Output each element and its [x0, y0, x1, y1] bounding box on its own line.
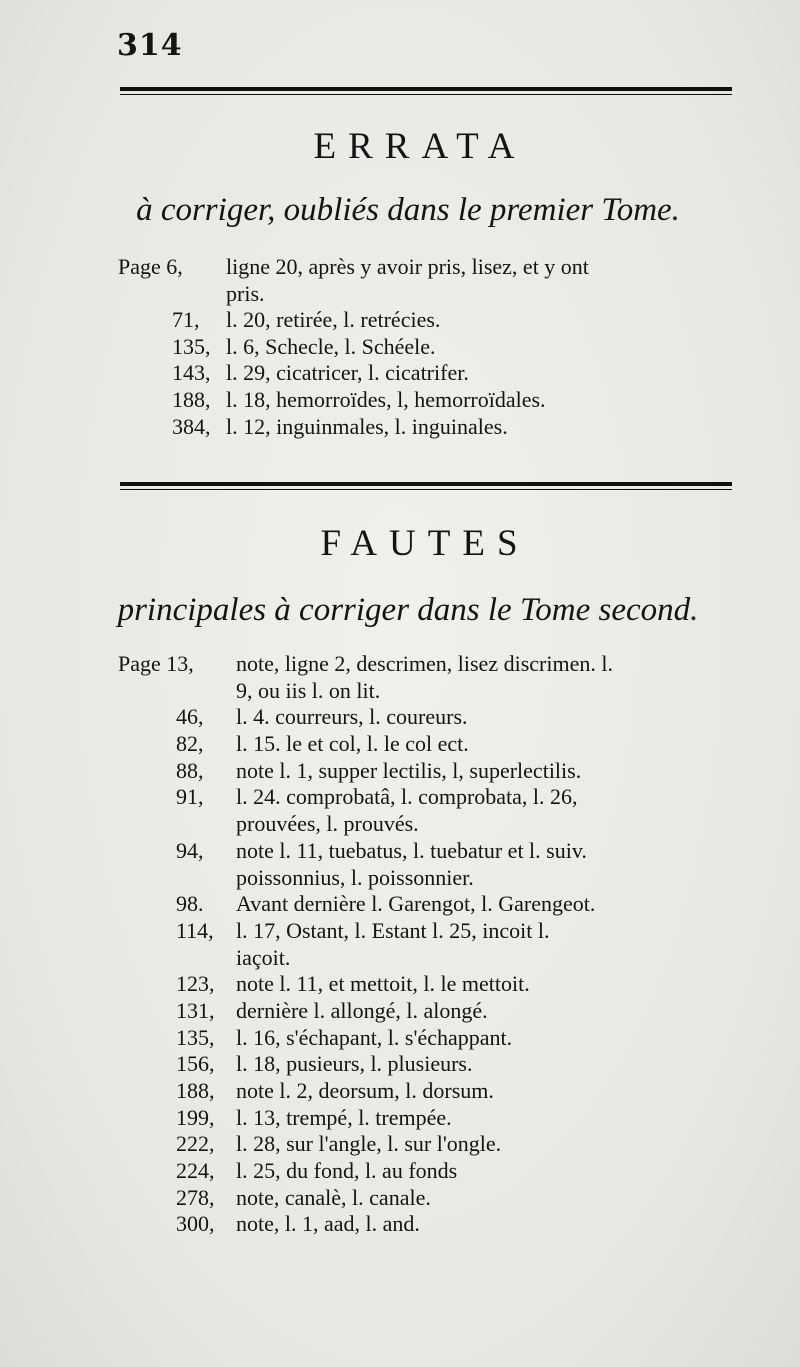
entry-page: 156,	[176, 1051, 215, 1077]
entry-page: 188,	[176, 1078, 215, 1103]
entry-row	[0, 387, 800, 414]
entry-row	[0, 1185, 800, 1212]
entry-row	[0, 891, 800, 918]
errata-subtitle: à corriger, oubliés dans le premier Tome.	[136, 192, 680, 228]
entry-row	[0, 838, 800, 865]
entry-row	[0, 731, 800, 758]
entry-text: iaçoit.	[236, 944, 291, 970]
entry-text: l. 28, sur l'angle, l. sur l'ongle.	[236, 1131, 502, 1157]
entry-row	[0, 945, 800, 972]
fautes-list	[0, 651, 800, 1238]
entry-text: pris.	[226, 280, 265, 306]
entry-page: 98.	[176, 891, 204, 917]
entry-page: 46,	[176, 704, 204, 730]
entry-row	[0, 307, 800, 334]
entry-text: l. 12, inguinmales, l. inguinales.	[226, 413, 508, 439]
entry-text: ligne 20, après y avoir pris, lisez, et y ont	[226, 254, 589, 279]
entry-text: l. 16, s'échapant, l. s'échappant.	[236, 1024, 513, 1050]
entry-page: 71,	[172, 307, 200, 333]
entry-text: 9, ou iis l. on lit.	[236, 677, 381, 703]
entry-row	[0, 651, 800, 678]
entry-page: 300,	[176, 1211, 215, 1237]
entry-text: l. 25, du fond, l. au fonds	[236, 1158, 458, 1184]
entry-row	[0, 678, 800, 705]
entry-text: l. 13, trempé, l. trempée.	[236, 1104, 452, 1130]
entry-page: 188,	[172, 386, 211, 412]
entry-row	[0, 360, 800, 387]
entry-page: 91,	[176, 784, 204, 810]
entry-text: l. 29, cicatricer, l. cicatrifer.	[226, 360, 469, 386]
errata-list	[0, 254, 800, 440]
entry-page: 384,	[172, 413, 211, 439]
entry-row	[0, 1158, 800, 1185]
entry-text: l. 18, pusieurs, l. plusieurs.	[236, 1051, 473, 1077]
entry-text: l. 4. courreurs, l. coureurs.	[236, 704, 468, 730]
entry-page: 123,	[176, 971, 215, 997]
entry-row	[0, 1131, 800, 1158]
entry-page: Page 13,	[118, 651, 194, 676]
entry-text: dernière l. allongé, l. alongé.	[236, 997, 488, 1023]
entry-text: poissonnius, l. poissonnier.	[236, 864, 474, 890]
page-number: 314	[117, 28, 183, 63]
entry-text: note l. 2, deorsum, l. dorsum.	[236, 1078, 494, 1103]
entry-page: 199,	[176, 1104, 215, 1130]
entry-text: l. 18, hemorroïdes, l, hemorroïdales.	[226, 386, 546, 412]
entry-row	[0, 704, 800, 731]
entry-row	[0, 334, 800, 361]
entry-text: l. 15. le et col, l. le col ect.	[236, 731, 469, 757]
fautes-heading: FAUTES	[320, 523, 530, 564]
section-rule	[120, 482, 732, 490]
entry-text: note l. 11, et mettoit, l. le mettoit.	[236, 971, 530, 997]
entry-row	[0, 281, 800, 308]
entry-text: l. 24. comprobatâ, l. comprobata, l. 26,	[236, 784, 578, 810]
entry-page: 222,	[176, 1131, 215, 1157]
entry-row	[0, 1051, 800, 1078]
entry-page: 82,	[176, 731, 204, 757]
entry-row	[0, 414, 800, 441]
entry-text: l. 20, retirée, l. retrécies.	[226, 307, 441, 333]
entry-row	[0, 998, 800, 1025]
entry-text: note, ligne 2, descrimen, lisez discrimen. l.	[236, 651, 613, 676]
entry-page: 224,	[176, 1158, 215, 1184]
entry-row	[0, 1025, 800, 1052]
entry-row	[0, 1078, 800, 1105]
entry-row	[0, 918, 800, 945]
entry-row	[0, 811, 800, 838]
entry-page: 135,	[176, 1024, 215, 1050]
entry-text: note l. 11, tuebatus, l. tuebatur et l. suiv.	[236, 837, 587, 863]
top-rule	[120, 87, 732, 95]
entry-text: Avant dernière l. Garengot, l. Garengeot.	[236, 891, 596, 917]
entry-text: note l. 1, supper lectilis, l, superlectilis.	[236, 757, 582, 783]
entry-row	[0, 254, 800, 281]
entry-page: 135,	[172, 333, 211, 359]
entry-row	[0, 865, 800, 892]
entry-row	[0, 971, 800, 998]
entry-row	[0, 758, 800, 785]
errata-heading: ERRATA	[313, 126, 527, 167]
entry-row	[0, 1105, 800, 1132]
entry-row	[0, 784, 800, 811]
entry-text: note, l. 1, aad, l. and.	[236, 1211, 420, 1237]
entry-page: Page 6,	[118, 254, 183, 279]
entry-page: 278,	[176, 1184, 215, 1210]
fautes-subtitle: principales à corriger dans le Tome second.	[117, 592, 699, 628]
entry-text: l. 17, Ostant, l. Estant l. 25, incoit l.	[236, 917, 550, 943]
entry-text: prouvées, l. prouvés.	[236, 811, 419, 837]
entry-row	[0, 1211, 800, 1238]
entry-page: 88,	[176, 757, 204, 783]
entry-page: 131,	[176, 997, 215, 1023]
entry-text: l. 6, Schecle, l. Schéele.	[226, 333, 436, 359]
entry-text: note, canalè, l. canale.	[236, 1184, 431, 1210]
entry-page: 143,	[172, 360, 211, 386]
entry-page: 94,	[176, 837, 204, 863]
entry-page: 114,	[176, 917, 214, 943]
